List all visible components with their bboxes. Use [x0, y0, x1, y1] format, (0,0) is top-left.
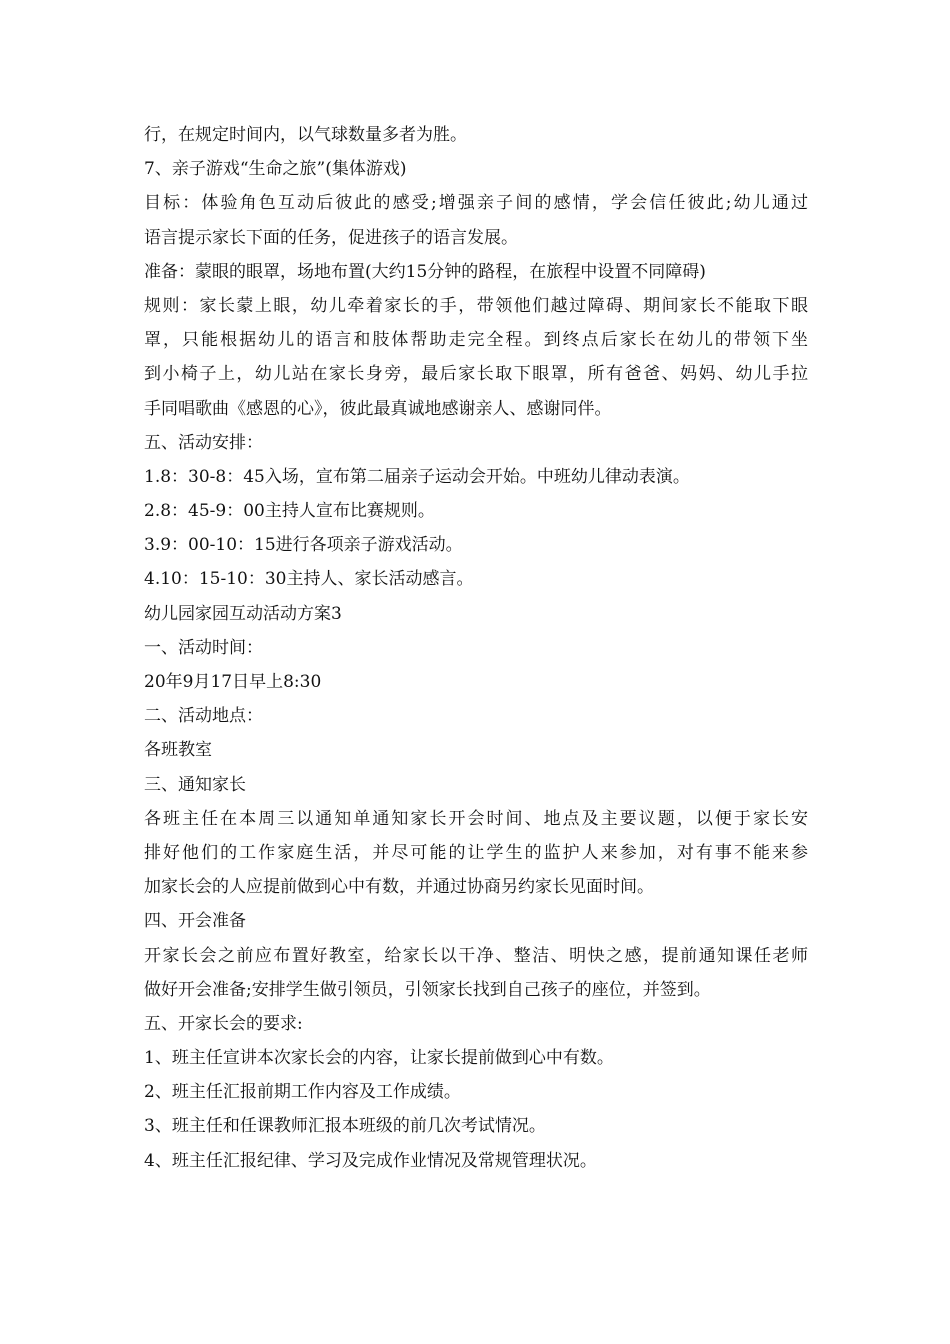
- text-line: 7、亲子游戏“生命之旅”(集体游戏): [144, 159, 407, 180]
- text-line: 五、活动安排：: [144, 432, 263, 453]
- text-line: 二、活动地点：: [144, 706, 263, 727]
- text-line: 1.8：30-8：45入场，宣布第二届亲子运动会开始。中班幼儿律动表演。: [144, 466, 690, 487]
- text-line: 加家长会的人应提前做到心中有数，并通过协商另约家长见面时间。: [144, 877, 654, 898]
- document-body: [144, 118, 808, 1178]
- text-line: 各班教室: [144, 740, 212, 761]
- text-line: 行，在规定时间内，以气球数量多者为胜。: [144, 125, 467, 145]
- text-line: 准备：蒙眼的眼罩，场地布置(大约15分钟的路程，在旅程中设置不同障碍): [144, 261, 706, 282]
- text-line: 2.8：45-9：00主持人宣布比赛规则。: [144, 501, 435, 522]
- text-line: 3.9：00-10：15进行各项亲子游戏活动。: [144, 535, 463, 556]
- text-line: 目标：体验角色互动后彼此的感受;增强亲子间的感情，学会信任彼此;幼儿通过: [144, 193, 808, 214]
- text-line: 1、班主任宣讲本次家长会的内容，让家长提前做到心中有数。: [144, 1048, 614, 1069]
- text-line: 一、活动时间：: [144, 637, 263, 658]
- text-line: 四、开会准备: [144, 911, 246, 932]
- text-line: 规则：家长蒙上眼，幼儿牵着家长的手，带领他们越过障碍、期间家长不能取下眼: [144, 295, 808, 316]
- text-line: 五、开家长会的要求:: [144, 1013, 303, 1034]
- text-line: 手同唱歌曲《感恩的心》，彼此最真诚地感谢亲人、感谢同伴。: [144, 398, 612, 419]
- text-line: 4.10：15-10：30主持人、家长活动感言。: [144, 569, 474, 590]
- text-line: 4、班主任汇报纪律、学习及完成作业情况及常规管理状况。: [144, 1150, 597, 1171]
- text-line: 语言提示家长下面的任务，促进孩子的语言发展。: [144, 227, 518, 248]
- text-line: 幼儿园家园互动活动方案3: [144, 603, 342, 624]
- text-line: 2、班主任汇报前期工作内容及工作成绩。: [144, 1082, 461, 1103]
- text-line: 做好开会准备;安排学生做引领员，引领家长找到自己孩子的座位，并签到。: [144, 979, 711, 1000]
- text-line: 3、班主任和任课教师汇报本班级的前几次考试情况。: [144, 1116, 546, 1137]
- text-line: 各班主任在本周三以通知单通知家长开会时间、地点及主要议题，以便于家长安: [144, 808, 808, 829]
- text-line: 到小椅子上，幼儿站在家长身旁，最后家长取下眼罩，所有爸爸、妈妈、幼儿手拉: [144, 364, 808, 385]
- text-line: 20年9月17日早上8:30: [144, 672, 322, 692]
- text-line: 开家长会之前应布置好教室，给家长以干净、整洁、明快之感，提前通知课任老师: [144, 945, 808, 966]
- text-line: 罩，只能根据幼儿的语言和肢体帮助走完全程。到终点后家长在幼儿的带领下坐: [144, 330, 808, 351]
- text-line: 排好他们的工作家庭生活，并尽可能的让学生的监护人来参加，对有事不能来参: [144, 842, 808, 863]
- text-line: 三、通知家长: [144, 774, 246, 795]
